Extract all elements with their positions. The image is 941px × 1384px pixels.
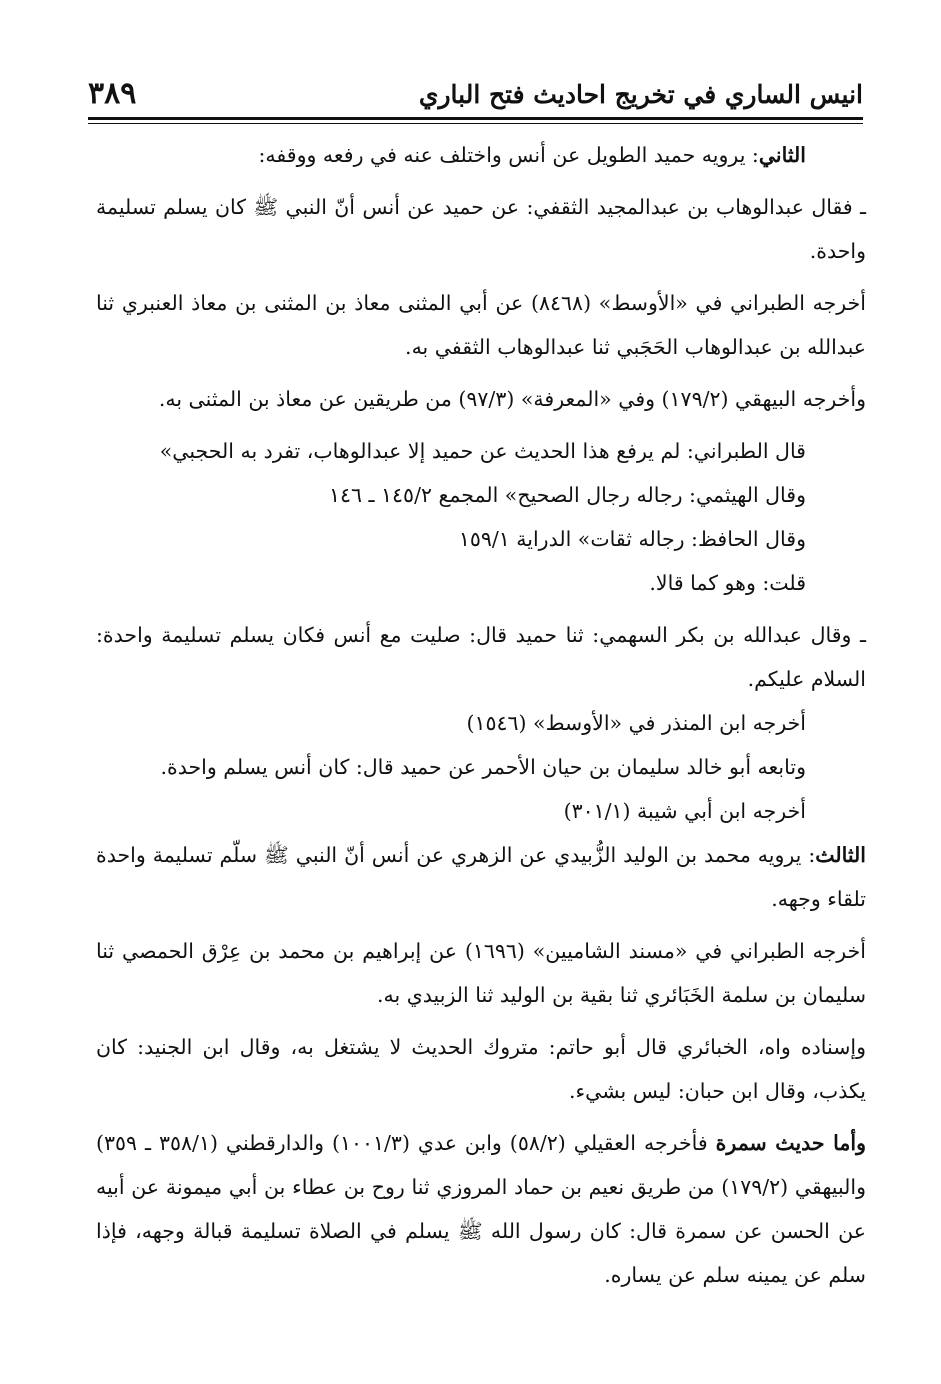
section-lead: وأما حديث سمرة <box>715 1131 866 1155</box>
paragraph-text: قال الطبراني: لم يرفع هذا الحديث عن حميد إلا عبدالوهاب، تفرد به الحجبي» <box>159 439 806 463</box>
paragraph <box>96 561 866 605</box>
paragraph <box>96 517 866 561</box>
paragraph <box>96 133 866 177</box>
paragraph-text: وتابعه أبو خالد سليمان بن حيان الأحمر عن حميد قال: كان أنس يسلم واحدة. <box>160 755 806 779</box>
paragraph <box>96 473 866 517</box>
paragraph-text: أخرجه ابن أبي شيبة (٣٠١/١) <box>563 799 806 823</box>
page-number: ٣٨٩ <box>88 76 137 111</box>
paragraph-text: قلت: وهو كما قالا. <box>649 571 806 595</box>
header-rule-thin <box>88 123 863 124</box>
paragraph-text: وأخرجه البيهقي (١٧٩/٢) وفي «المعرفة» (٩٧/٣) من طريقين عن معاذ بن المثنى به. <box>158 387 866 411</box>
paragraph-text: أخرجه ابن المنذر في «الأوسط» (١٥٤٦) <box>466 711 806 735</box>
paragraph-text: ـ فقال عبدالوهاب بن عبدالمجيد الثقفي: عن حميد عن أنس أنّ النبي ﷺ كان يسلم تسليمة واحدة. <box>96 195 866 263</box>
paragraph <box>96 745 866 789</box>
paragraph-text: فأخرجه العقيلي (٥٨/٢) وابن عدي (١٠٠١/٣) والدارقطني (٣٥٨/١ ـ ٣٥٩) والبيهقي (١٧٩/٢) من طريق نعيم بن حماد المروزي ثنا روح بن عطاء بن أبي ميمونة عن أبيه عن الحسن عن سمرة قال: كان رسول الله ﷺ يسلم في الصلاة تسليمة قبالة وجهه، فإذا سلم عن يمينه سلم عن يساره. <box>96 1131 867 1287</box>
paragraph <box>96 789 866 833</box>
paragraph <box>96 281 866 369</box>
page-body <box>96 133 866 1297</box>
paragraph <box>96 429 866 473</box>
paragraph-text: وإسناده واه، الخبائري قال أبو حاتم: متروك الحديث لا يشتغل به، وقال ابن الجنيد: كان يكذب، وقال ابن حبان: ليس بشيء. <box>96 1035 866 1103</box>
paragraph <box>96 833 866 921</box>
paragraph-text: ـ وقال عبدالله بن بكر السهمي: ثنا حميد قال: صليت مع أنس فكان يسلم تسليمة واحدة: السلام عليكم. <box>96 623 866 691</box>
paragraph-text: أخرجه الطبراني في «مسند الشاميين» (١٦٩٦) عن إبراهيم بن محمد بن عِرْق الحمصي ثنا سليمان بن سلمة الخَبَائري ثنا بقية بن الوليد ثنا الزبيدي به. <box>96 939 866 1007</box>
paragraph-text: وقال الحافظ: رجاله ثقات» الدراية ١٥٩/١ <box>458 527 806 551</box>
page-header <box>88 76 863 116</box>
paragraph <box>96 377 866 421</box>
paragraph-text: : يرويه محمد بن الوليد الزُّبيدي عن الزهري عن أنس أنّ النبي ﷺ سلّم تسليمة واحدة تلقاء وجهه. <box>96 843 866 911</box>
running-title: انيس الساري في تخريج احاديث فتح الباري <box>418 80 863 109</box>
paragraph-text: وقال الهيثمي: رجاله رجال الصحيح» المجمع ١٤٥/٢ ـ ١٤٦ <box>328 483 806 507</box>
paragraph <box>96 185 866 273</box>
paragraph <box>96 929 866 1017</box>
paragraph <box>96 1121 866 1297</box>
header-rule-thick <box>88 117 863 120</box>
paragraph <box>96 613 866 701</box>
paragraph-text: : يرويه حميد الطويل عن أنس واختلف عنه في رفعه ووقفه: <box>258 143 759 167</box>
paragraph <box>96 701 866 745</box>
paragraph-text: أخرجه الطبراني في «الأوسط» (٨٤٦٨) عن أبي المثنى معاذ بن المثنى بن معاذ العنبري ثنا عبدالله بن عبدالوهاب الحَجَبي ثنا عبدالوهاب الثقفي به. <box>96 291 866 359</box>
paragraph <box>96 1025 866 1113</box>
section-lead: الثالث <box>815 843 866 867</box>
section-lead: الثاني <box>758 143 806 167</box>
